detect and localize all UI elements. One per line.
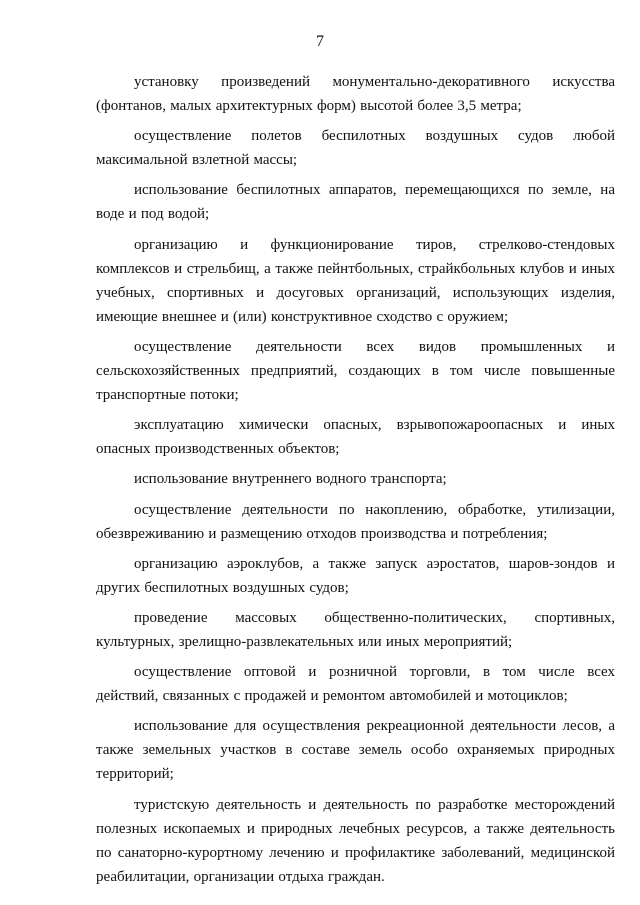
paragraph-inland-water-transport: использование внутреннего водного транспорта; — [134, 471, 447, 488]
paragraph-tourism: туристскую деятельность и деятельность по разработке месторождений полезных ископаемых и природных лечебных ресурсов, а также деятельность по санаторно-курортному лечению и профилактике заболеваний, медицинской реабилитации, организации отдыха граждан. — [96, 796, 615, 885]
paragraph-hazardous-facilities: эксплуатацию химически опасных, взрывопожароопасных и иных опасных производственных объектов; — [96, 417, 615, 458]
paragraph-drone-flights: осуществление полетов беспилотных воздушных судов любой максимальной взлетной массы; — [96, 128, 615, 169]
paragraph-mass-events: проведение массовых общественно-политических, спортивных, культурных, зрелищно-развлекательных или иных мероприятий; — [96, 609, 615, 650]
paragraph-shooting-ranges: организацию и функционирование тиров, стрелково-стендовых комплексов и стрельбищ, а также пейнтбольных, страйкбольных клубов и иных учебных, спортивных и досуговых организаций, использующих изделия, имеющие внешнее и (или) конструктивное сходство с оружием; — [96, 236, 615, 325]
paragraph-aeroclubs: организацию аэроклубов, а также запуск аэростатов, шаров-зондов и других беспилотных воздушных судов; — [96, 555, 615, 596]
paragraph-trade: осуществление оптовой и розничной торговли, в том числе всех действий, связанных с продажей и ремонтом автомобилей и мотоциклов; — [96, 664, 615, 705]
page-number: 7 — [316, 33, 324, 50]
paragraph-waste-management: осуществление деятельности по накоплению, обработке, утилизации, обезвреживанию и размещению отходов производства и потребления; — [96, 501, 615, 542]
paragraph-industrial-enterprises: осуществление деятельности всех видов промышленных и сельскохозяйственных предприятий, создающих в том числе повышенные транспортные потоки; — [96, 338, 615, 404]
paragraph-unmanned-vehicles: использование беспилотных аппаратов, перемещающихся по земле, на воде и под водой; — [96, 182, 615, 223]
paragraph-monuments: установку произведений монументально-декоративного искусства (фонтанов, малых архитектурных форм) высотой более 3,5 метра; — [96, 74, 615, 115]
document-body — [96, 70, 615, 895]
paragraph-recreation: использование для осуществления рекреационной деятельности лесов, а также земельных участков в составе земель особо охраняемых природных территорий; — [96, 718, 615, 783]
